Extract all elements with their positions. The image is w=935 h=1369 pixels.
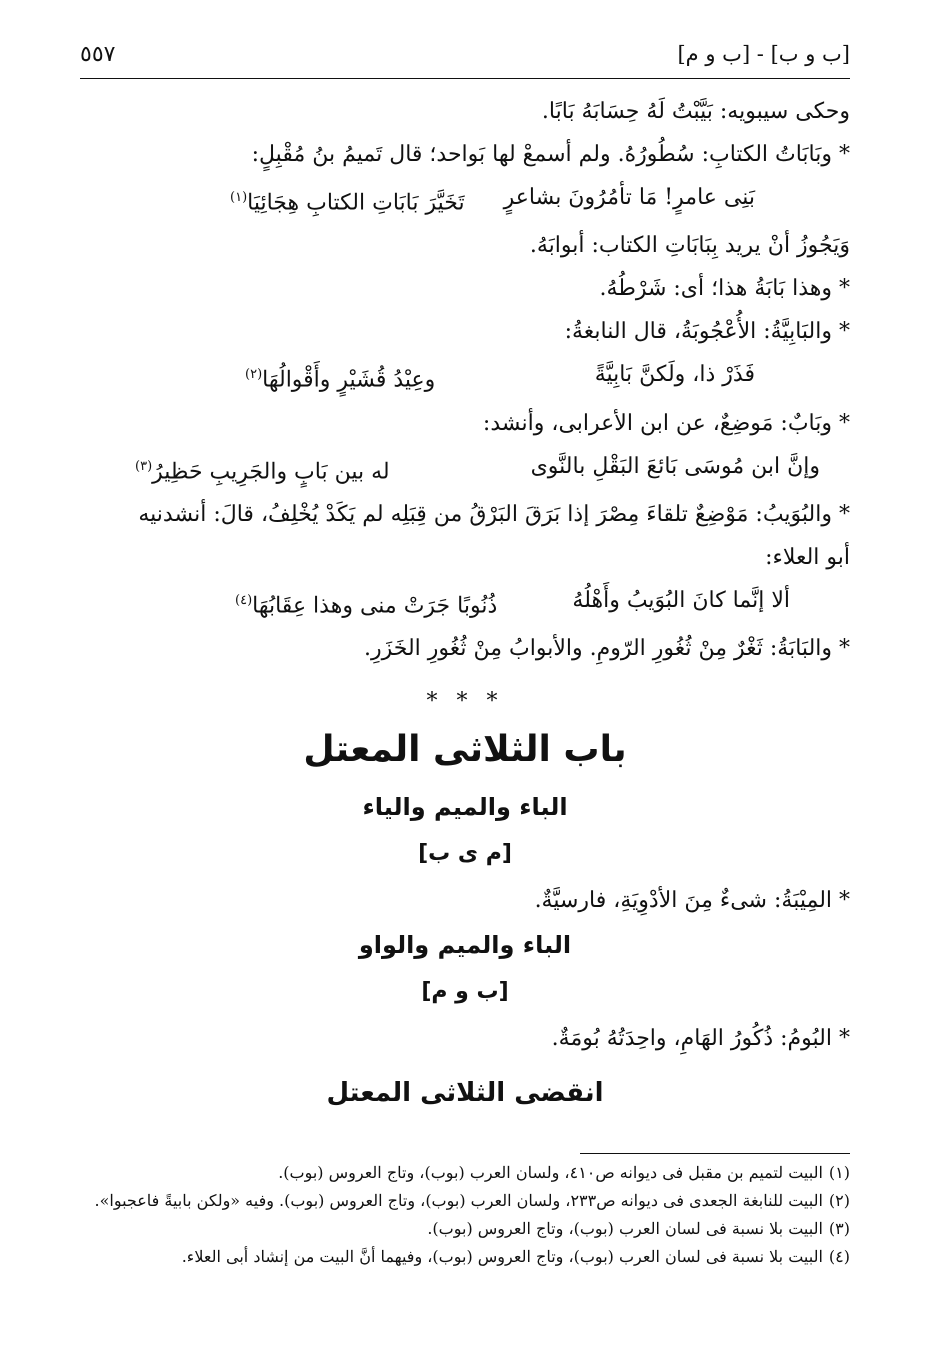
verse-hemistich-first: بَنِى عامرٍ! مَا تأمُرُونَ بشاعرٍ: [503, 185, 755, 210]
footnote-ref: (١): [230, 190, 248, 205]
paragraph-bab-mawdi: * وبَابٌ: مَوضِعٌ، عن ابن الأعرابى، وأنشد:: [482, 410, 850, 436]
paragraph-sibawayh: وحكى سيبويه: بَيَّبْتُ لَهُ حِسَابَهُ بَابًا.: [541, 99, 850, 124]
paragraph-babiyya: * والبَابِيَّةُ: الأُعْجُوبَةُ، قال النابغةُ:: [564, 319, 850, 345]
verse-hemistich-second: تَخَيَّرَ بَابَاتِ الكتابِ هِجَائِيَا$^{(١)}$: [230, 190, 465, 216]
entry-bum: * البُومُ: ذُكُورُ الهَامِ، واحِدَتُهُ بُومَةٌ.: [551, 1026, 850, 1052]
verse-hemistich-second: وعِيْدُ قُشَيْرٍ وأَقْوالُهَا$^{(٢)}$: [245, 367, 436, 393]
running-head: [ب و ب] - [ب و م]: [677, 42, 850, 66]
verse-nabigha: [80, 355, 850, 400]
verse-buwayb: [80, 581, 850, 626]
header-rule: [80, 78, 850, 79]
paragraph-babah: * والبَابَةُ: ثَغْرٌ مِنْ ثُغُورِ الرّومِ. والأبوابُ مِنْ ثُغُورِ الخَزَرِ.: [364, 636, 850, 662]
section-title-ba-mim-waw: الباء والميم والواو: [358, 931, 572, 960]
paragraph-abu-alala: أبو العلاء:: [765, 544, 850, 570]
chapter-title: باب الثلاثى المعتل: [303, 729, 627, 771]
paragraph-yajuz: وَيَجُوزُ أنْ يريد بِبَابَاتِ الكتاب: أبوابَهُ.: [529, 233, 850, 259]
footnote-ref: (٢): [245, 367, 263, 383]
footnote-rule: [580, 1153, 850, 1154]
verse-hemistich-second: له بين بَابٍ والجَرِيبِ حَظِيرُ$^{(٣)}$: [135, 458, 390, 484]
verse-hemistich-first: وإنَّ ابن مُوسَى بَائعَ البَقْلِ بالنَّوى: [530, 453, 820, 479]
root-heading-bwm: [ب و م]: [421, 979, 509, 1005]
verse-tamim: [80, 178, 850, 223]
footnote: (٢)البيت للنابغة الجعدى فى ديوانه ص٢٣٣، ولسان العرب (بوب)، وتاج العروس (بوب). وفيه «ولكن بابيةً فاعجبوا».: [94, 1191, 850, 1210]
footnote: (٤)البيت بلا نسبة فى لسان العرب (بوب)، وتاج العروس (بوب)، وفيهما أنَّ البيت من إنشاد أبى العلاء.: [181, 1247, 850, 1266]
paragraph-babat: * وبَابَاتُ الكتابِ: سُطُورُهُ. ولم أسمعْ لها بَواحد؛ قال تَميمُ بنُ مُقْبِلٍ:: [251, 142, 850, 167]
paragraph-babat-hadha: * وهذا بَابَةُ هذا؛ أى: شَرْطُهُ.: [599, 276, 850, 302]
section-separator: * * *: [426, 689, 504, 715]
footnote: (٣)البيت بلا نسبة فى لسان العرب (بوب)، وتاج العروس (بوب).: [427, 1219, 850, 1238]
main-text: [80, 92, 850, 1113]
end-of-chapter-title: انقضى الثلاثى المعتل: [326, 1078, 604, 1109]
verse-hemistich-first: فَذَرْ ذا، ولَكنَّ بَابِيَّةً: [594, 362, 755, 388]
verse-ibn-musa: [80, 447, 850, 492]
page-header: [80, 40, 850, 74]
footnote-ref: (٣): [135, 458, 153, 474]
footnotes: [80, 1160, 850, 1272]
section-title-ba-mim-ya: الباء والميم والياء: [362, 793, 568, 822]
verse-hemistich-second: ذُنُوبًا جَرَتْ منى وهذا عِقَابُهَا$^{(٤)}$: [235, 592, 498, 619]
footnote: (١)البيت لتميم بن مقبل فى ديوانه ص٤١٠، ولسان العرب (بوب)، وتاج العروس (بوب).: [278, 1163, 850, 1182]
verse-hemistich-first: ألا إنَّما كانَ البُوَيبُ وأَهْلُهُ: [572, 587, 790, 613]
page-number: ٥٥٧: [80, 42, 116, 67]
entry-mayba: * المِيْبَةُ: شىءٌ مِنَ الأدْوِيَةِ، فارسيَّةٌ.: [534, 888, 850, 914]
footnote-ref: (٤): [235, 592, 253, 608]
root-heading-myb: [م ى ب]: [418, 841, 512, 867]
paragraph-buwayb: * والبُوَيبُ: مَوْضِعٌ تلقاءَ مِصْرَ إذا بَرَقَ البَرْقُ من قِبَلِه لم يَكَدْ يُخْلِفُ، قالَ: أنشدنيه: [138, 501, 850, 527]
